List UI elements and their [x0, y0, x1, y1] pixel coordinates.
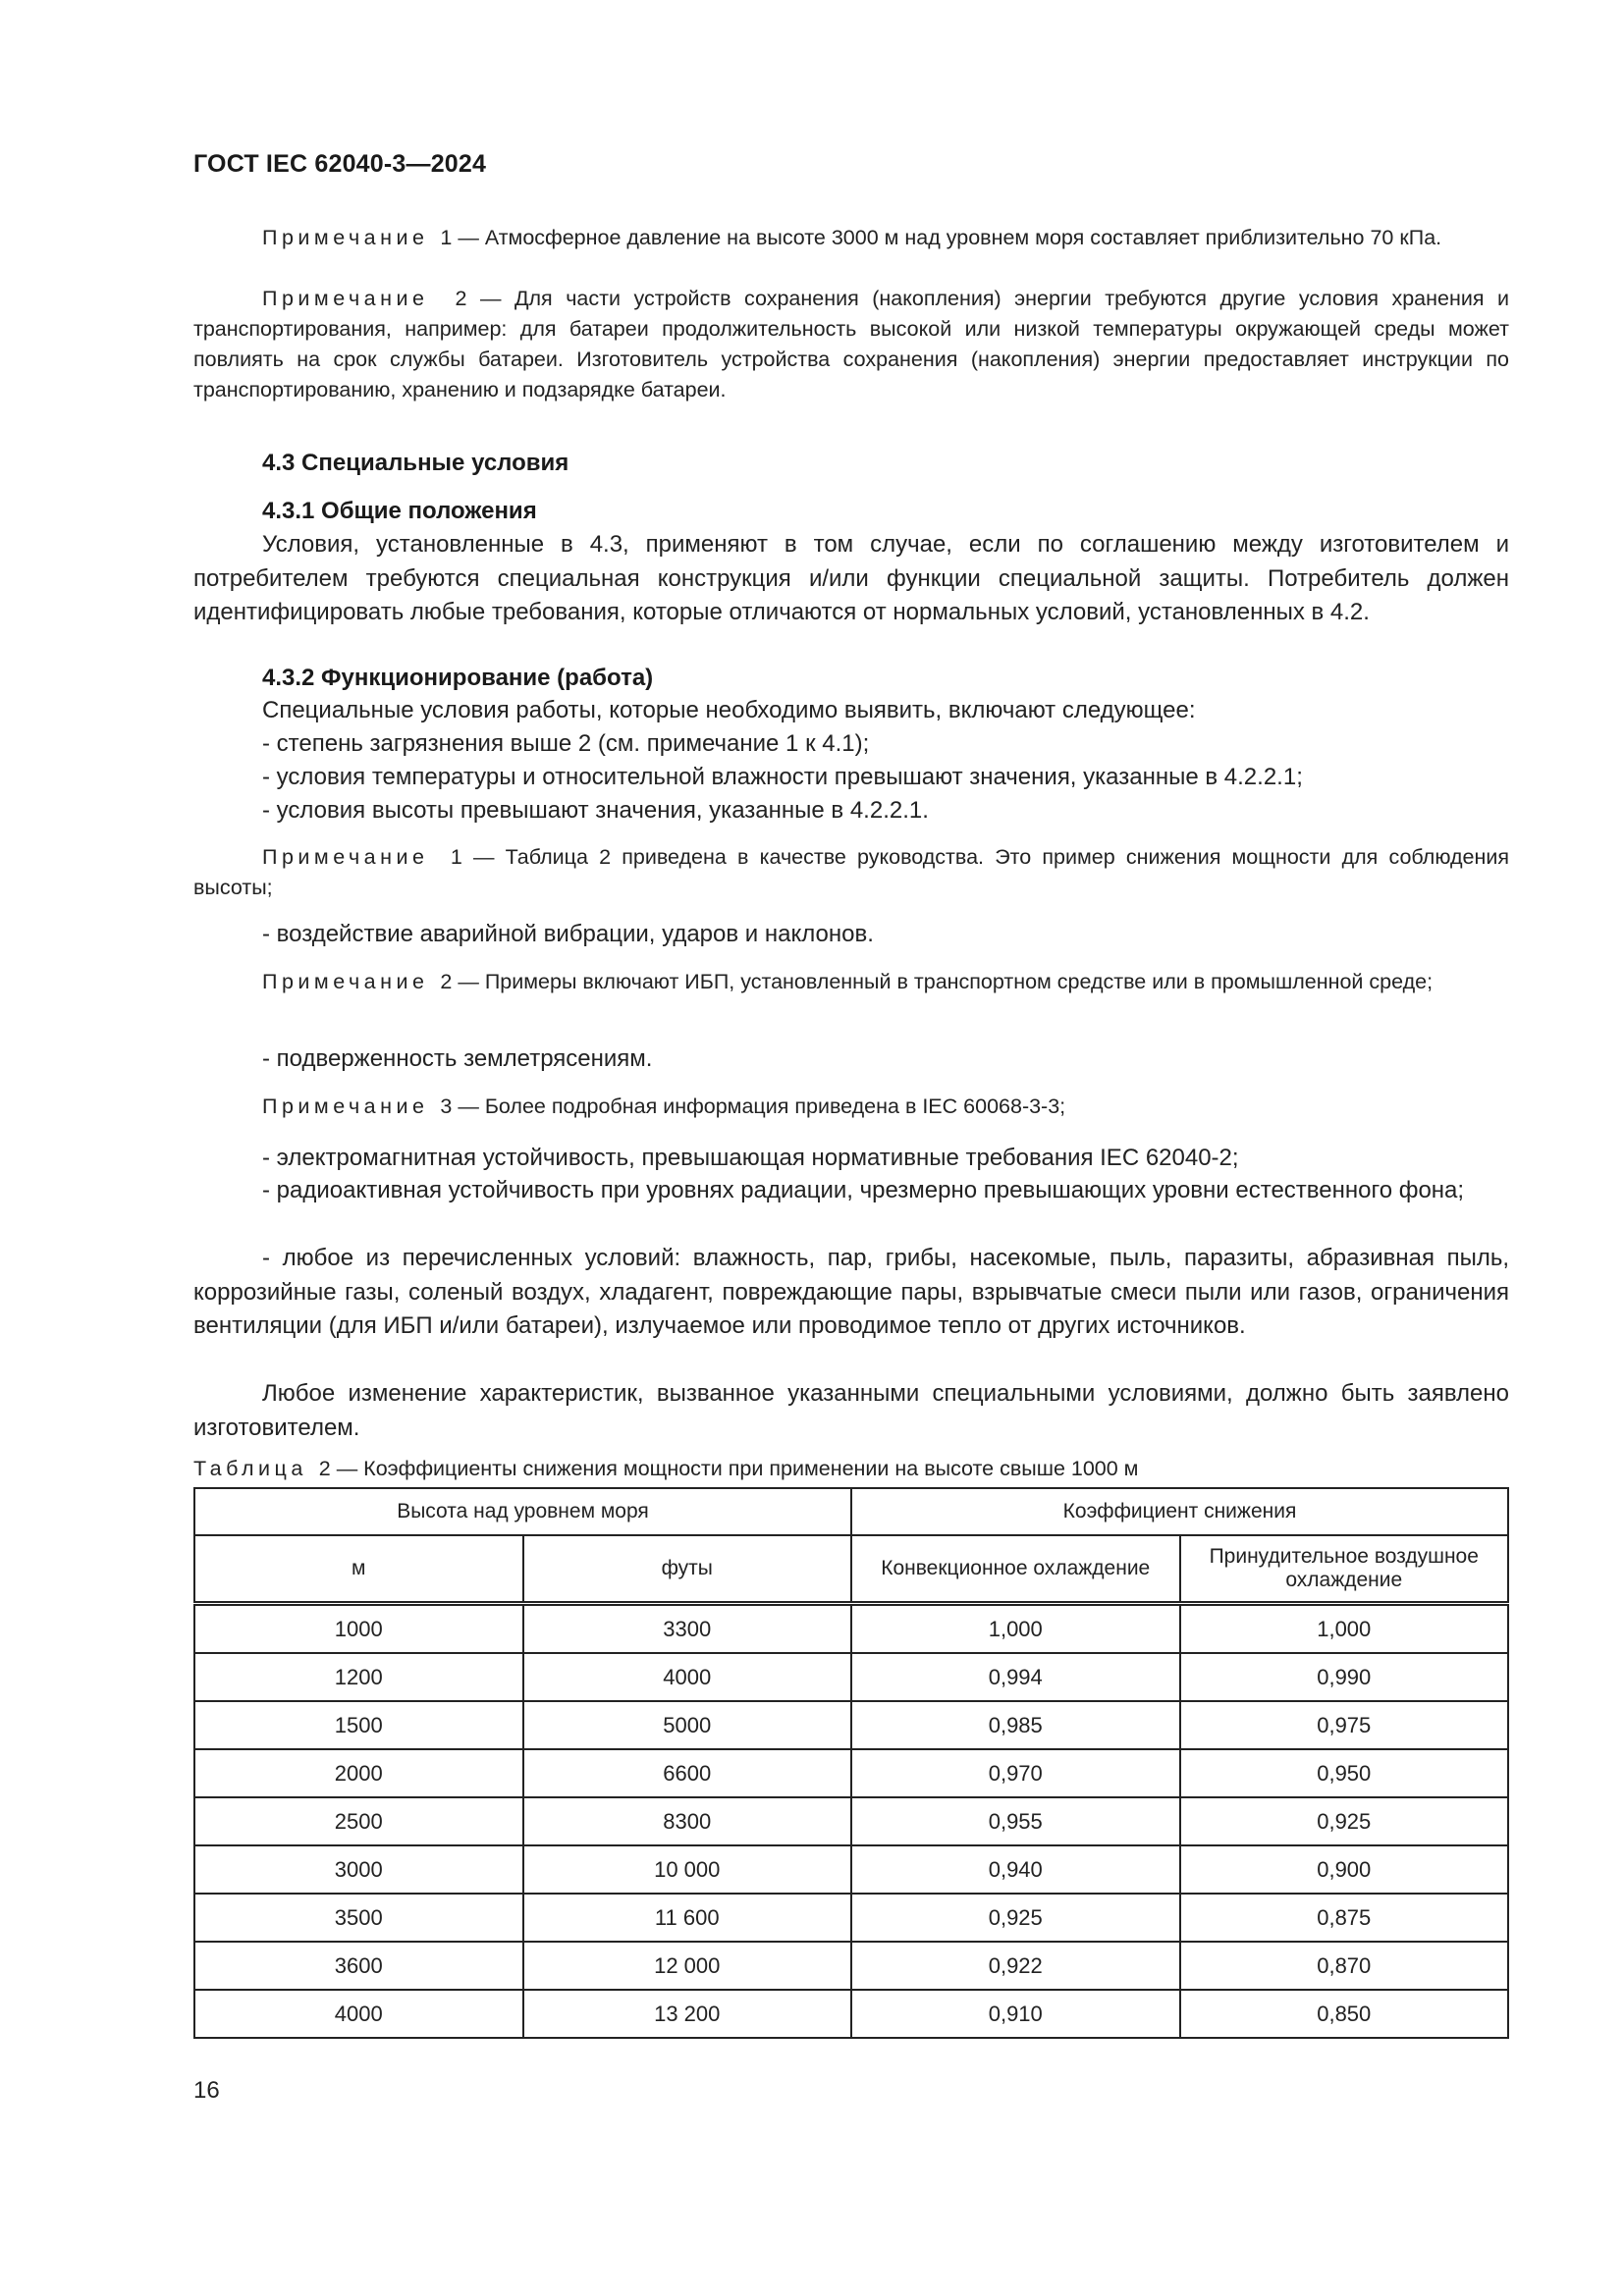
table-row	[194, 1942, 1508, 1990]
header-feet: футы	[523, 1535, 852, 1604]
cell-convection: 0,922	[851, 1942, 1180, 1990]
note-number: 2	[455, 287, 467, 310]
cell-feet: 4000	[523, 1653, 852, 1701]
table-caption-number: 2	[318, 1457, 331, 1480]
cell-meters: 3000	[194, 1845, 523, 1894]
section-4-3-1-title: 4.3.1 Общие положения	[262, 498, 537, 524]
cell-convection: 0,970	[851, 1749, 1180, 1797]
note-1-table-guidance	[193, 842, 1509, 903]
note-number: 1	[450, 845, 462, 869]
cell-convection: 0,985	[851, 1701, 1180, 1749]
cell-convection: 0,955	[851, 1797, 1180, 1845]
note-label: Примечание	[262, 845, 429, 869]
cell-meters: 1500	[194, 1701, 523, 1749]
cell-meters: 1000	[194, 1604, 523, 1654]
cell-convection: 1,000	[851, 1604, 1180, 1654]
cell-meters: 3600	[194, 1942, 523, 1990]
note-label: Примечание	[262, 970, 429, 993]
cell-feet: 5000	[523, 1701, 852, 1749]
cell-convection: 0,940	[851, 1845, 1180, 1894]
bullet-environmental-conditions: - любое из перечисленных условий: влажность, пар, грибы, насекомые, пыль, паразиты, абразивная пыль, коррозийные газы, соленый воздух, хладагент, повреждающие пары, взрывчатые смеси пыли или газов, ограничения вентиляции (для ИБП и/или батареи), излучаемое или проводимое тепло от других источников.	[193, 1245, 1509, 1339]
table-caption-label: Таблица	[193, 1457, 307, 1480]
cell-meters: 2000	[194, 1749, 523, 1797]
note-number: 2	[440, 970, 453, 993]
cell-feet: 13 200	[523, 1990, 852, 2038]
cell-convection: 0,910	[851, 1990, 1180, 2038]
table-group-header-row	[194, 1488, 1508, 1535]
table-row	[194, 1653, 1508, 1701]
header-derating-factor: Коэффициент снижения	[851, 1488, 1508, 1535]
note-number: 1	[440, 226, 453, 249]
note-label: Примечание	[262, 1095, 429, 1118]
cell-feet: 3300	[523, 1604, 852, 1654]
closing-paragraph: Любое изменение характеристик, вызванное указанными специальными условиями, должно быть заявлено изготовителем.	[193, 1380, 1509, 1441]
cell-forced-air: 0,925	[1180, 1797, 1509, 1845]
note-text: — Для части устройств сохранения (накопления) энергии требуются другие условия хранения и транспортирования, например: для батареи продолжительность высокой или низкой температуры окружающей среды может повлиять на срок службы батареи. Изготовитель устройства сохранения (накопления) энергии предоставляет инструкции по транспортированию, хранению и подзарядке батареи.	[193, 287, 1509, 401]
cell-forced-air: 0,875	[1180, 1894, 1509, 1942]
cell-forced-air: 0,900	[1180, 1845, 1509, 1894]
note-1-pressure	[193, 223, 1509, 253]
cell-feet: 10 000	[523, 1845, 852, 1894]
document-header: ГОСТ IEC 62040-3—2024	[193, 150, 487, 178]
header-meters: м	[194, 1535, 523, 1604]
section-4-3-2-intro: Специальные условия работы, которые необходимо выявить, включают следующее:	[262, 697, 1196, 723]
bullet-vibration: - воздействие аварийной вибрации, ударов и наклонов.	[262, 921, 874, 947]
table-caption	[193, 1457, 1138, 1481]
table-row	[194, 1894, 1508, 1942]
table-row	[194, 1845, 1508, 1894]
bullet-earthquakes: - подверженность землетрясениям.	[262, 1045, 653, 1072]
bullet-radiation: - радиоактивная устойчивость при уровнях радиации, чрезмерно превышающих уровни естественного фона;	[262, 1177, 1465, 1203]
cell-convection: 0,994	[851, 1653, 1180, 1701]
note-number: 3	[440, 1095, 453, 1118]
page-number: 16	[193, 2077, 220, 2104]
table-row	[194, 1797, 1508, 1845]
bullet-temperature-humidity: - условия температуры и относительной влажности превышают значения, указанные в 4.2.2.1;	[262, 764, 1303, 790]
bullet-emc: - электромагнитная устойчивость, превышающая нормативные требования IEC 62040-2;	[262, 1145, 1239, 1171]
cell-meters: 4000	[194, 1990, 523, 2038]
table-row	[194, 1701, 1508, 1749]
section-4-3-2-title: 4.3.2 Функционирование (работа)	[262, 665, 654, 691]
note-label: Примечание	[262, 287, 429, 310]
section-4-3-1-paragraph: Условия, установленные в 4.3, применяют в том случае, если по соглашению между изготовителем и потребителем требуются специальная конструкция и/или функции специальной защиты. Потребитель должен идентифицировать любые требования, которые отличаются от нормальных условий, установленных в 4.2.	[193, 531, 1509, 625]
cell-meters: 3500	[194, 1894, 523, 1942]
note-2-storage	[193, 284, 1509, 405]
cell-meters: 1200	[194, 1653, 523, 1701]
cell-forced-air: 0,870	[1180, 1942, 1509, 1990]
cell-feet: 12 000	[523, 1942, 852, 1990]
note-text: — Таблица 2 приведена в качестве руководства. Это пример снижения мощности для соблюдения высоты;	[193, 845, 1509, 899]
table-caption-text: — Коэффициенты снижения мощности при применении на высоте свыше 1000 м	[330, 1457, 1139, 1480]
table-row	[194, 1604, 1508, 1654]
table-column-header-row	[194, 1535, 1508, 1604]
table-row	[194, 1749, 1508, 1797]
cell-feet: 6600	[523, 1749, 852, 1797]
header-forced-air-cooling: Принудительное воздушное охлаждение	[1180, 1535, 1509, 1604]
note-text: — Примеры включают ИБП, установленный в транспортном средстве или в промышленной среде;	[452, 970, 1434, 993]
header-convection-cooling: Конвекционное охлаждение	[851, 1535, 1180, 1604]
cell-feet: 8300	[523, 1797, 852, 1845]
table-row	[194, 1990, 1508, 2038]
note-text: — Атмосферное давление на высоте 3000 м над уровнем моря составляет приблизительно 70 кПа.	[452, 226, 1442, 249]
header-altitude: Высота над уровнем моря	[194, 1488, 851, 1535]
cell-meters: 2500	[194, 1797, 523, 1845]
cell-forced-air: 0,990	[1180, 1653, 1509, 1701]
section-4-3-title: 4.3 Специальные условия	[262, 450, 569, 476]
cell-forced-air: 1,000	[1180, 1604, 1509, 1654]
note-label: Примечание	[262, 226, 429, 249]
derating-table	[193, 1487, 1509, 2039]
cell-feet: 11 600	[523, 1894, 852, 1942]
note-3-iec	[193, 1092, 1509, 1122]
cell-forced-air: 0,850	[1180, 1990, 1509, 2038]
note-text: — Более подробная информация приведена в IEC 60068-3-3;	[452, 1095, 1066, 1118]
bullet-pollution: - степень загрязнения выше 2 (см. примечание 1 к 4.1);	[262, 730, 870, 757]
cell-convection: 0,925	[851, 1894, 1180, 1942]
cell-forced-air: 0,950	[1180, 1749, 1509, 1797]
note-2-vehicle	[193, 967, 1509, 997]
bullet-altitude: - условия высоты превышают значения, указанные в 4.2.2.1.	[262, 797, 929, 824]
cell-forced-air: 0,975	[1180, 1701, 1509, 1749]
